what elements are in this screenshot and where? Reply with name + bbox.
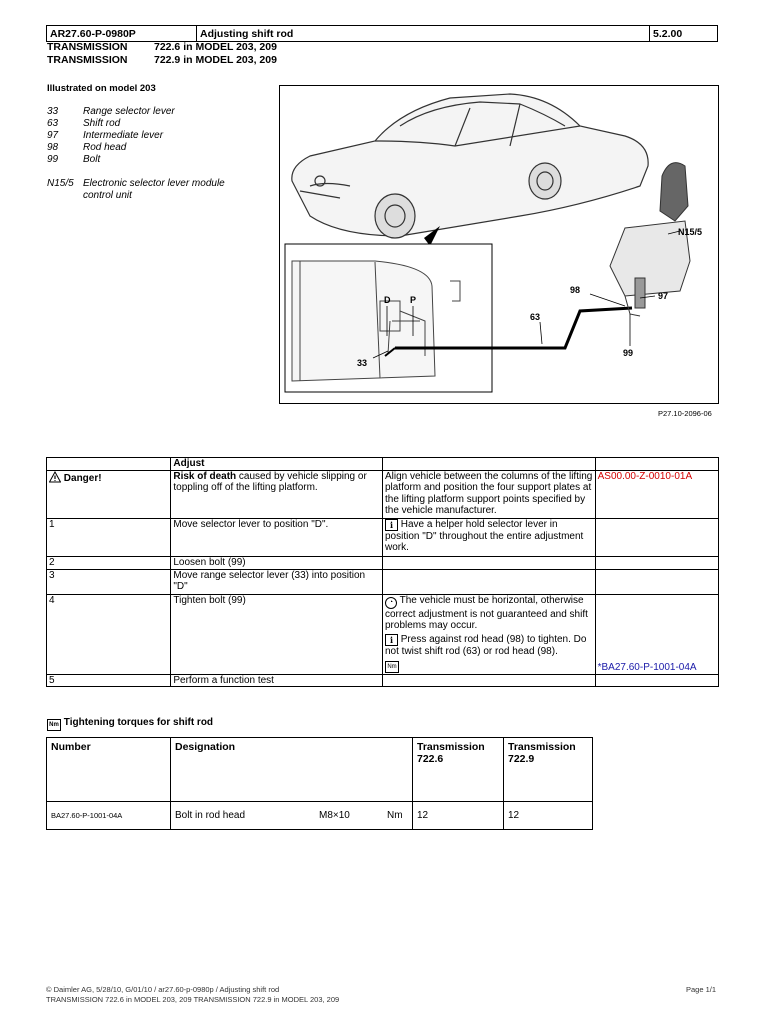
step-number: 5	[47, 674, 171, 687]
technical-illustration	[279, 85, 719, 404]
label-d: D	[384, 295, 391, 305]
warning-triangle-icon	[49, 471, 61, 483]
step-action: Perform a function test	[171, 674, 383, 687]
transmission-line-2: TRANSMISSION 722.9 in MODEL 203, 209	[47, 54, 277, 66]
legend	[47, 106, 233, 202]
step-action: Move range selector lever (33) into position "D"	[171, 569, 383, 594]
torque-nm-icon: Nm	[385, 661, 399, 673]
col-designation: Designation	[171, 738, 413, 802]
legend-item: 99 Bolt	[47, 154, 101, 165]
label-98: 98	[570, 285, 581, 295]
step-row	[47, 674, 719, 687]
danger-text: caused by vehicle slipping or toppling off of the lifting platform.	[173, 470, 367, 493]
step-number: 2	[47, 556, 171, 569]
cell-value-7226: 12	[413, 802, 504, 830]
procedure-header: Adjust	[171, 458, 383, 471]
step-row	[47, 556, 719, 569]
torque-section-title: Nm Tightening torques for shift rod	[47, 717, 213, 731]
legend-item: 33 Range selector lever	[47, 106, 175, 117]
footer-line-2: TRANSMISSION 722.6 in MODEL 203, 209 TRANSMISSION 722.9 in MODEL 203, 209	[46, 995, 340, 1004]
doc-version: 5.2.00	[650, 26, 718, 42]
legend-item-module: N15/5 Electronic selector lever module control unit	[47, 178, 225, 201]
page-number: Page 1/1	[686, 985, 717, 994]
step-action: Tighten bolt (99)	[171, 594, 383, 674]
danger-note: Align vehicle between the columns of the lifting platform and position the four support plates at the lifting platform support points specified by the vehicle manufacturer.	[382, 470, 595, 518]
figure-caption: P27.10-2096-06	[658, 409, 712, 418]
illustration-svg	[280, 86, 718, 403]
step-number: 4	[47, 594, 171, 674]
cell-unit: Nm	[387, 810, 403, 821]
danger-label: Danger!	[63, 472, 102, 484]
col-number: Number	[47, 738, 171, 802]
procedure-table	[46, 457, 719, 687]
cell-value-7229: 12	[504, 802, 593, 830]
step-row	[47, 569, 719, 594]
danger-ref-link[interactable]: AS00.00-Z-0010-01A	[595, 470, 718, 518]
illustrated-note: Illustrated on model 203	[47, 83, 156, 94]
legend-item: 63 Shift rod	[47, 118, 121, 129]
danger-row	[47, 470, 719, 518]
col-transmission-7226: Transmission 722.6	[413, 738, 504, 802]
table-row	[47, 802, 593, 830]
cell-size: M8×10	[319, 810, 350, 821]
danger-bold: Risk of death	[173, 470, 237, 482]
step-row	[47, 594, 719, 674]
label-n15-5: N15/5	[678, 227, 703, 237]
info-icon: i	[385, 519, 398, 531]
clock-icon: ◔	[385, 597, 397, 609]
torque-table	[46, 737, 593, 830]
label-33: 33	[357, 358, 368, 368]
doc-title: Adjusting shift rod	[197, 26, 650, 42]
legend-item: 98 Rod head	[47, 142, 127, 153]
cell-number: BA27.60-P-1001-04A	[47, 802, 171, 830]
label-p: P	[410, 295, 417, 305]
info-icon: i	[385, 634, 398, 646]
label-97: 97	[658, 291, 669, 301]
footer-line-1: © Daimler AG, 5/28/10, G/01/10 / ar27.60-p-0980p / Adjusting shift rod	[46, 985, 280, 994]
step-action: Loosen bolt (99)	[171, 556, 383, 569]
step-note-horizontal: The vehicle must be horizontal, otherwise correct adjustment is not guaranteed and shift problems may occur.	[384, 594, 588, 631]
doc-id: AR27.60-P-0980P	[47, 26, 197, 42]
transmission-line-1: TRANSMISSION 722.6 in MODEL 203, 209	[47, 41, 277, 53]
step-note-press: Press against rod head (98) to tighten. Do not twist shift rod (63) or rod head (98).	[384, 633, 587, 657]
label-99: 99	[623, 348, 634, 358]
label-63: 63	[530, 312, 541, 322]
step-note: Have a helper hold selector lever in position "D" throughout the entire adjustment work.	[384, 518, 584, 553]
torque-nm-icon: Nm	[47, 719, 61, 731]
step-row	[47, 518, 719, 556]
step-number: 3	[47, 569, 171, 594]
car-drawing	[292, 94, 648, 238]
step-action: Move selector lever to position "D".	[171, 518, 383, 556]
legend-item: 97 Intermediate lever	[47, 130, 164, 141]
document-header	[46, 25, 718, 42]
torque-ref-link[interactable]: *BA27.60-P-1001-04A	[597, 662, 697, 673]
step-number: 1	[47, 518, 171, 556]
col-transmission-7229: Transmission 722.9	[504, 738, 593, 802]
cell-designation: Bolt in rod head	[175, 810, 246, 821]
